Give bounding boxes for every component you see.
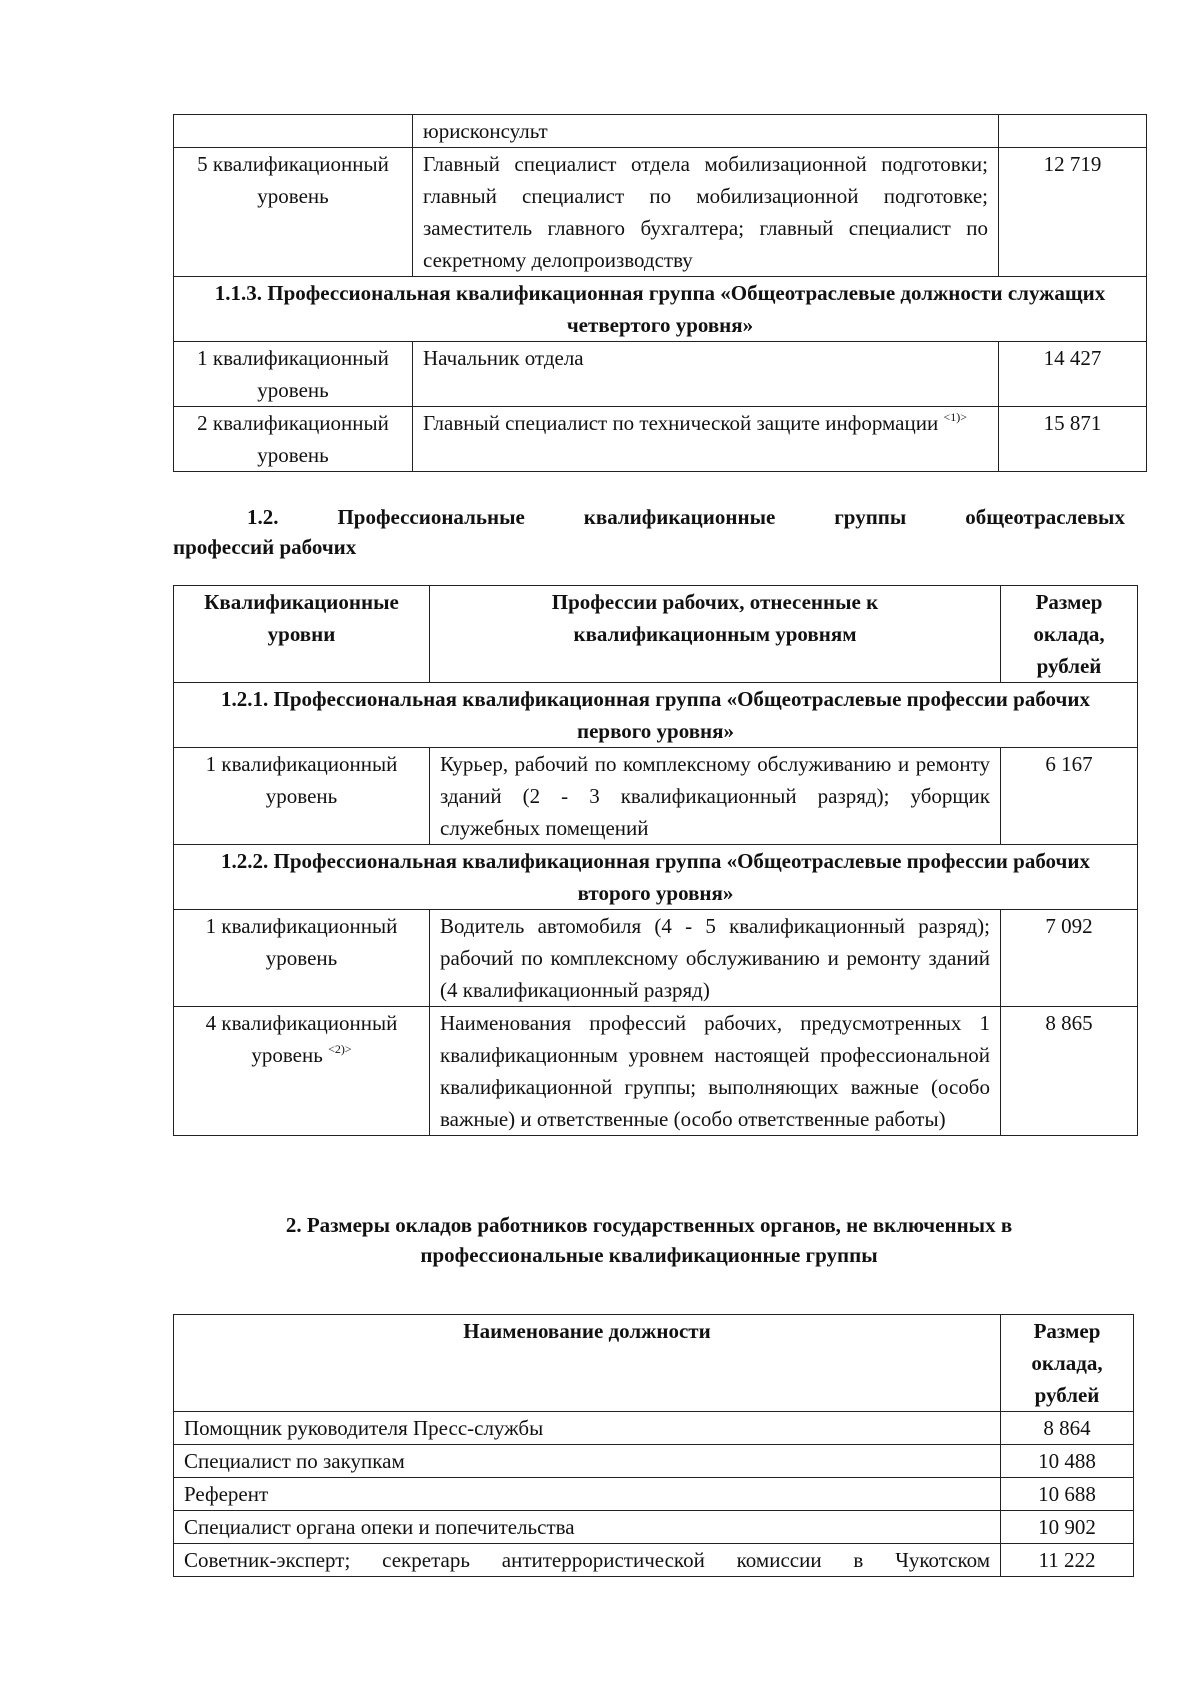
group-header-row bbox=[174, 277, 1147, 342]
position-text: Главный специалист по технической защите информации bbox=[423, 411, 939, 435]
group-header-row bbox=[174, 683, 1138, 748]
salary-cell: 14 427 bbox=[999, 342, 1147, 407]
table-header-row bbox=[174, 1315, 1134, 1412]
profession-cell: Водитель автомобиля (4 - 5 квалификационный разряд); рабочий по комплексному обслуживанию и ремонту зданий (4 квалификационный разряд) bbox=[430, 910, 1001, 1007]
salary-cell: 12 719 bbox=[999, 148, 1147, 277]
heading-word: группы bbox=[834, 505, 907, 529]
heading-word: квалификационные bbox=[583, 505, 776, 529]
table-1-2 bbox=[173, 585, 1138, 1136]
level-cell bbox=[174, 1007, 430, 1136]
column-header: Размер оклада, рублей bbox=[1001, 1315, 1134, 1412]
column-header: Квалификационные уровни bbox=[174, 586, 430, 683]
table-row bbox=[174, 342, 1147, 407]
salary-cell bbox=[999, 115, 1147, 148]
profession-cell: Курьер, рабочий по комплексному обслуживанию и ремонту зданий (2 - 3 квалификационный разряд); уборщик служебных помещений bbox=[430, 748, 1001, 845]
heading-word: Профессиональные bbox=[337, 505, 525, 529]
footnote-mark: <1)> bbox=[943, 410, 967, 424]
position-name-cell: Специалист по закупкам bbox=[174, 1445, 1001, 1478]
level-cell: 5 квалификационный уровень bbox=[174, 148, 413, 277]
table-header-row bbox=[174, 586, 1138, 683]
salary-cell: 7 092 bbox=[1001, 910, 1138, 1007]
column-header: Наименование должности bbox=[174, 1315, 1001, 1412]
salary-cell: 8 865 bbox=[1001, 1007, 1138, 1136]
salary-cell: 10 902 bbox=[1001, 1511, 1134, 1544]
footnote-mark: <2)> bbox=[328, 1042, 352, 1056]
table-row bbox=[174, 748, 1138, 845]
salary-cell: 10 688 bbox=[1001, 1478, 1134, 1511]
section-number: 1.2. bbox=[247, 505, 279, 529]
salary-cell: 6 167 bbox=[1001, 748, 1138, 845]
salary-cell: 11 222 bbox=[1001, 1544, 1134, 1577]
level-cell: 2 квалификационный уровень bbox=[174, 407, 413, 472]
table-row bbox=[174, 407, 1147, 472]
level-cell: 1 квалификационный уровень bbox=[174, 910, 430, 1007]
section-heading-1-2 bbox=[173, 502, 1125, 562]
heading-word: общеотраслевых bbox=[965, 505, 1125, 529]
table-row bbox=[174, 1412, 1134, 1445]
table-row bbox=[174, 148, 1147, 277]
column-header: Размер оклада, рублей bbox=[1001, 586, 1138, 683]
group-title-1-1-3: 1.1.3. Профессиональная квалификационная группа «Общеотраслевые должности служащих четвертого уровня» bbox=[174, 277, 1147, 342]
table-row bbox=[174, 115, 1147, 148]
salary-cell: 10 488 bbox=[1001, 1445, 1134, 1478]
position-cell bbox=[413, 407, 999, 472]
level-cell: 1 квалификационный уровень bbox=[174, 342, 413, 407]
position-cell: Главный специалист отдела мобилизационной подготовки; главный специалист по мобилизационной подготовке; заместитель главного бухгалтера; главный специалист по секретному делопроизводству bbox=[413, 148, 999, 277]
table-row bbox=[174, 1445, 1134, 1478]
level-word: уровень bbox=[251, 1043, 323, 1067]
position-name-cell: Референт bbox=[174, 1478, 1001, 1511]
position-name-cell: Специалист органа опеки и попечительства bbox=[174, 1511, 1001, 1544]
position-name-cell: Помощник руководителя Пресс-службы bbox=[174, 1412, 1001, 1445]
group-title-1-2-2: 1.2.2. Профессиональная квалификационная группа «Общеотраслевые профессии рабочих второго уровня» bbox=[174, 845, 1138, 910]
level-cell bbox=[174, 115, 413, 148]
table-row bbox=[174, 910, 1138, 1007]
table-row bbox=[174, 1007, 1138, 1136]
salary-cell: 15 871 bbox=[999, 407, 1147, 472]
group-title-1-2-1: 1.2.1. Профессиональная квалификационная группа «Общеотраслевые профессии рабочих первого уровня» bbox=[174, 683, 1138, 748]
position-name-cell: Советник-эксперт; секретарь антитеррористической комиссии в Чукотском bbox=[174, 1544, 1001, 1577]
profession-cell: Наименования профессий рабочих, предусмотренных 1 квалификационным уровнем настоящей профессиональной квалификационной группы; выполняющих важные (особо важные) и ответственные (особо ответственные работы) bbox=[430, 1007, 1001, 1136]
table-row bbox=[174, 1478, 1134, 1511]
level-line: 4 квалификационный bbox=[205, 1011, 398, 1035]
salary-cell: 8 864 bbox=[1001, 1412, 1134, 1445]
table-row bbox=[174, 1511, 1134, 1544]
position-cell: юрисконсульт bbox=[413, 115, 999, 148]
table-1-1-continuation bbox=[173, 114, 1147, 472]
section-heading-line bbox=[173, 502, 1125, 532]
table-2 bbox=[173, 1314, 1134, 1577]
group-header-row bbox=[174, 845, 1138, 910]
position-cell: Начальник отдела bbox=[413, 342, 999, 407]
column-header: Профессии рабочих, отнесенные к квалификационным уровням bbox=[430, 586, 1001, 683]
table-row bbox=[174, 1544, 1134, 1577]
level-cell: 1 квалификационный уровень bbox=[174, 748, 430, 845]
section-heading-2: 2. Размеры окладов работников государственных органов, не включенных в профессиональные квалификационные группы bbox=[285, 1213, 1013, 1267]
level-line bbox=[184, 1039, 419, 1071]
section-heading-line: профессий рабочих bbox=[173, 535, 357, 559]
